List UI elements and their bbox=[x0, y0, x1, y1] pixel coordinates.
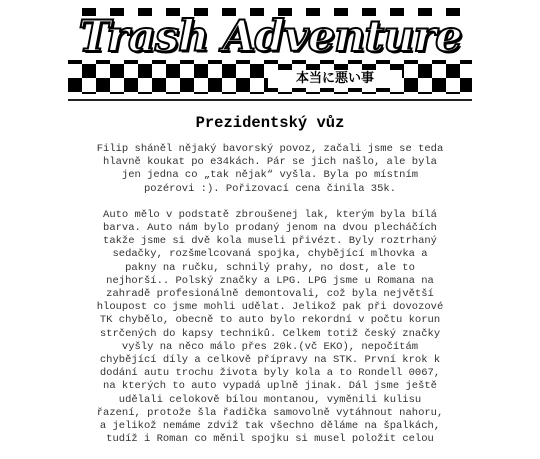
article-paragraph: Auto mělo v podstatě zbroušenej lak, kterým byla bílá barva. Auto nám bylo prodaný jenom na dvou plecháčích takže jsme si dvě kola museli přivézt. Byly roztrhaný sedačky, rozšmelcovaná spojka, chybějící mlhovka a pakny na ručku, schnilý prahy, no dost, ale to nejhorší.. Polský značky a LPG. LPG jsme u Romana na zahradě profesionálně demontovali, což byla největší hloupost co jsme mohli udělat. Jelikož pak při dovozové TK chybělo, obecně to auto bylo rekordní v počtu korun strčených do kapsy techniků. Celkem totiž český značky vyšly na něco málo přes 20k.(vč EKO), nepočítám chybějící díly a celkově přípravy na STK. První krok k dodání autu trochu života byly kola a to Rondell 0067, na kterých to auto vypadá uplně jinak. Dál jsme ještě udělali celokově bílou montanou, vyměnili kulisu řazení, protože šla řadička samovolně vytáhnout nahoru, a jelikož nemáme zdviž tak všechno děláme na špalkách, tudíž i Roman co měnil spojku si musel položit celou bbox=[96, 208, 444, 446]
site-banner[interactable] bbox=[68, 8, 472, 94]
article-title: Prezidentský vůz bbox=[195, 114, 345, 132]
site-subtitle: 本当に悪い事 bbox=[268, 70, 402, 88]
header-divider bbox=[68, 99, 472, 101]
article-paragraph: Filip sháněl nějaký bavorský povoz, začali jsme se teda hlavně koukat po e34kách. Pár se jich našlo, ale byla jen jedna co „tak nějak“ vyšla. Byla po místním pozérovi :). Pořizovací cena činila 35k. bbox=[96, 143, 444, 195]
article-content bbox=[96, 143, 444, 459]
site-logo: Trash Adventure bbox=[78, 12, 462, 62]
